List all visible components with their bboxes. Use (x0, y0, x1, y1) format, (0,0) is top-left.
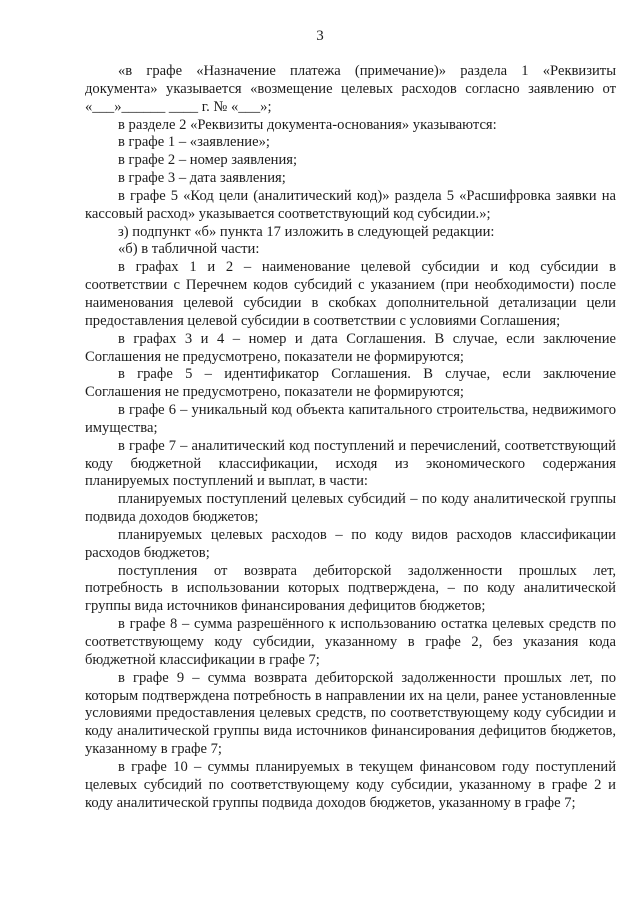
paragraph: поступления от возврата дебиторской задолженности прошлых лет, потребность в использовании которых подтверждена, – по коду аналитической группы вида источников финансирования дефицитов бюджетов; (85, 562, 616, 615)
paragraph: в разделе 2 «Реквизиты документа-основания» указываются: (118, 116, 497, 133)
paragraph: в графе 3 – дата заявления; (118, 170, 286, 187)
paragraph: в графе 1 – «заявление»; (118, 134, 270, 151)
paragraph: в графе 5 «Код цели (аналитический код)» раздела 5 «Расшифровка заявки на кассовый расход» указывается соответствующий код субсидии.»; (85, 187, 616, 222)
paragraph: «б) в табличной части: (118, 241, 260, 258)
paragraph: планируемых целевых расходов – по коду видов расходов классификации расходов бюджетов; (85, 526, 616, 561)
paragraph: в графе 10 – суммы планируемых в текущем финансовом году поступлений целевых субсидий по соответствующему коду субсидии, указанному в графе 2 и коду аналитической группы подвида доходов бюджетов, указанному в графе 7; (85, 758, 616, 811)
paragraph: в графе 9 – сумма возврата дебиторской задолженности прошлых лет, по которым подтверждена потребность в направлении их на цели, ранее установленные условиями предоставления целевых средств, по соответствующему коду субсидии и коду аналитической группы вида источников финансирования дефицитов бюджетов, указанному в графе 7; (85, 669, 616, 758)
paragraph: в графах 1 и 2 – наименование целевой субсидии и код субсидии в соответствии с Перечнем кодов субсидий с указанием (при необходимости) после наименования целевой субсидии в скобках дополнительной детализации цели предоставления целевой субсидии в соответствии с условиями Соглашения; (85, 259, 616, 329)
paragraph: в графах 3 и 4 – номер и дата Соглашения. В случае, если заключение Соглашения не предусмотрено, показатели не формируются; (85, 330, 616, 365)
paragraph: в графе 8 – сумма разрешённого к использованию остатка целевых средств по соответствующему коду субсидии, указанному в графе 2, без указания кода бюджетной классификации в графе 7; (85, 616, 616, 668)
paragraph: в графе 2 – номер заявления; (118, 152, 298, 169)
document-body (85, 63, 616, 812)
paragraph: планируемых поступлений целевых субсидий – по коду аналитической группы подвида доходов бюджетов; (85, 491, 616, 526)
paragraph: з) подпункт «б» пункта 17 изложить в следующей редакции: (118, 223, 495, 240)
paragraph: в графе 6 – уникальный код объекта капитального строительства, недвижимого имущества; (85, 402, 616, 436)
paragraph: в графе 7 – аналитический код поступлений и перечислений, соответствующий коду бюджетной классификации, исходя из экономического содержания планируемых поступлений и выплат, в части: (85, 437, 616, 490)
paragraph: «в графе «Назначение платежа (примечание)» раздела 1 «Реквизиты документа» указывается «возмещение целевых расходов согласно заявлению от «___»______ ____ г. № «___»; (85, 63, 616, 115)
paragraph: в графе 5 – идентификатор Соглашения. В случае, если заключение Соглашения не предусмотрено, показатели не формируются; (85, 366, 616, 401)
page-number: 3 (316, 28, 324, 44)
